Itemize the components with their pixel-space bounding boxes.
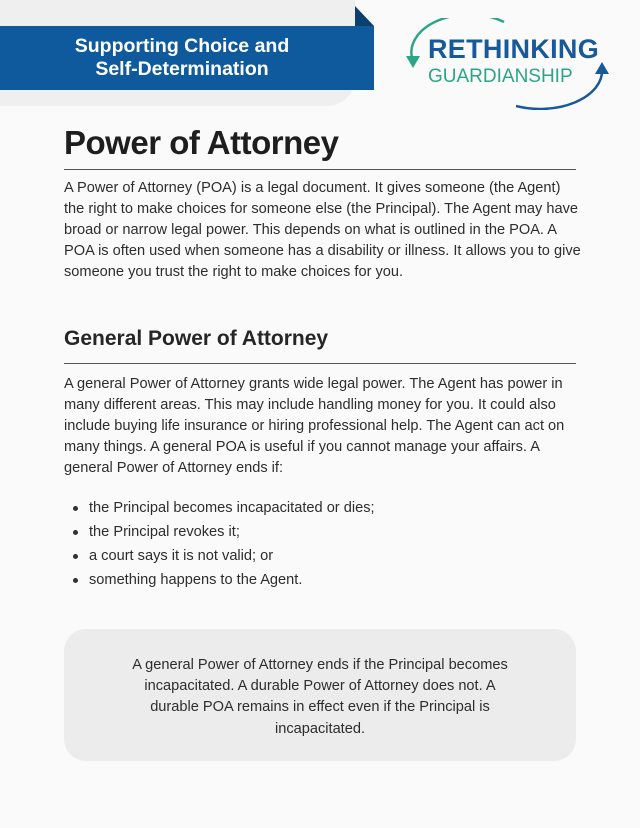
section-divider bbox=[64, 363, 576, 364]
banner-line-2: Self-Determination bbox=[95, 58, 269, 80]
intro-paragraph: A Power of Attorney (POA) is a legal document. It gives someone (the Agent) the right to make choices for someone else (the Principal). The Agent may have broad or narrow legal power. This depends on what is outlined in the POA. A POA is often used when someone has a disability or illness. It allows you to give someone you trust the right to make choices for you. bbox=[64, 180, 581, 280]
bullet-icon bbox=[73, 554, 78, 559]
banner-fold bbox=[355, 6, 374, 26]
list-item bbox=[64, 544, 375, 568]
callout-text: A general Power of Attorney ends if the Principal becomes incapacitated. A durable Power of Attorney does not. A durable POA remains in effect even if the Principal is incapacitated. bbox=[132, 657, 508, 737]
list-item bbox=[64, 496, 375, 520]
logo-guardianship: GUARDIANSHIP bbox=[428, 66, 573, 87]
rethinking-guardianship-logo bbox=[404, 18, 610, 110]
list-item-text: a court says it is not valid; or bbox=[89, 548, 274, 564]
section-heading: General Power of Attorney bbox=[64, 327, 329, 350]
bullet-icon bbox=[73, 578, 78, 583]
list-item bbox=[64, 568, 375, 592]
logo-rethinking: RETHINKING bbox=[428, 34, 599, 64]
end-conditions-list bbox=[64, 496, 375, 592]
banner-line-1: Supporting Choice and bbox=[74, 35, 290, 57]
page-title: Power of Attorney bbox=[64, 124, 339, 161]
section-paragraph: A general Power of Attorney grants wide legal power. The Agent has power in many different areas. This may include handling money for you. It could also include buying life insurance or hiring professional help. The Agent can act on many things. A general POA is useful if you cannot manage your affairs. A general Power of Attorney ends if: bbox=[64, 376, 565, 476]
list-item-text: the Principal revokes it; bbox=[89, 524, 240, 540]
list-item-text: the Principal becomes incapacitated or dies; bbox=[89, 500, 375, 516]
title-divider bbox=[64, 169, 576, 170]
bullet-icon bbox=[73, 506, 78, 511]
bullet-icon bbox=[73, 530, 78, 535]
list-item bbox=[64, 520, 375, 544]
list-item-text: something happens to the Agent. bbox=[89, 572, 303, 588]
banner-title bbox=[0, 26, 364, 90]
